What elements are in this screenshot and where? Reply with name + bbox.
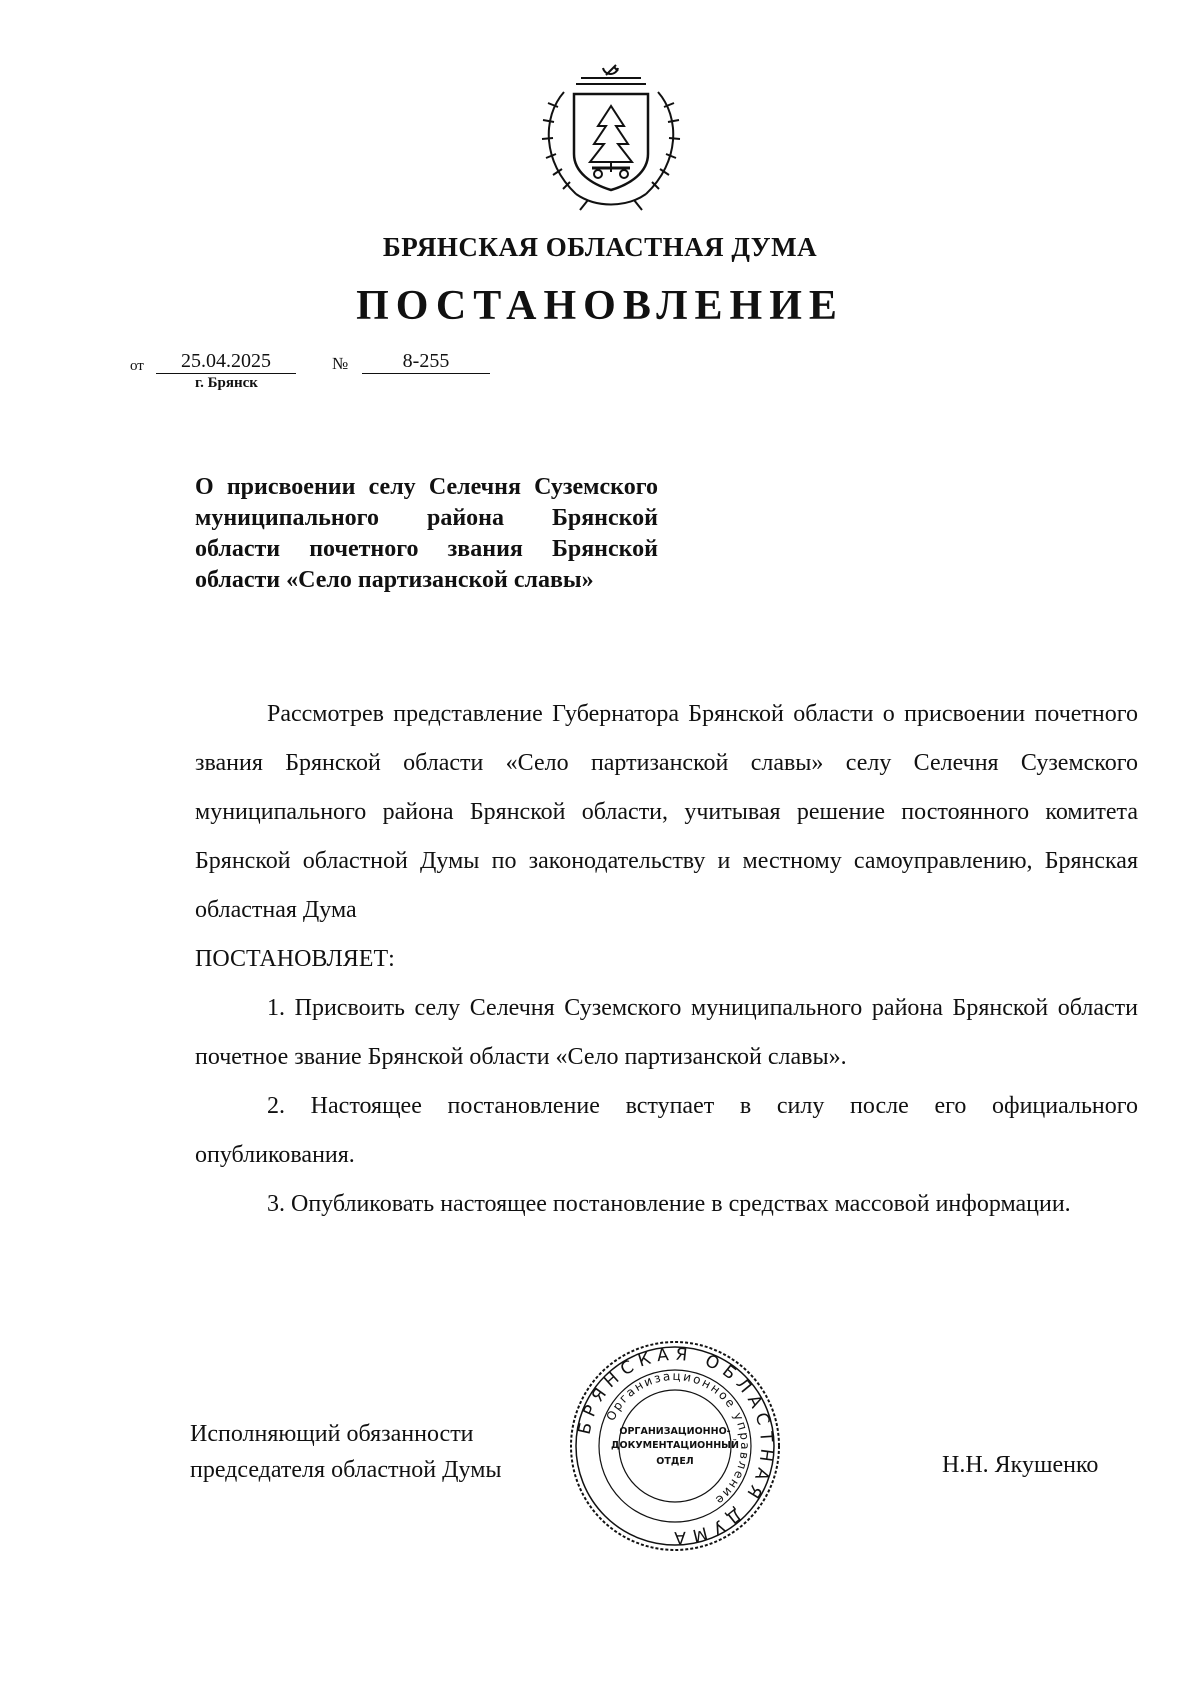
signature-position-line-2: председателя областной Думы	[190, 1457, 502, 1483]
official-seal-stamp	[567, 1338, 783, 1554]
seal-center-line-1: ОРГАНИЗАЦИОННО-	[619, 1426, 731, 1437]
document-body	[195, 690, 1138, 1229]
seal-middle-text: Организационное управление	[603, 1368, 753, 1509]
document-number: 8-255	[362, 350, 490, 374]
date-prefix: от	[130, 358, 144, 374]
document-subject: О присвоении селу Селечня Суземского муниципального района Брянской области почетного звания Брянской области «Село партизанской славы»	[195, 474, 658, 593]
signature-position	[190, 1416, 502, 1488]
coat-of-arms-icon	[536, 62, 686, 212]
document-city: г. Брянск	[195, 375, 258, 391]
signature-position-line-1: Исполняющий обязанности	[190, 1421, 474, 1447]
seal-center-line-3: ОТДЕЛ	[656, 1456, 694, 1467]
signer-name: Н.Н. Якушенко	[942, 1452, 1099, 1478]
resolution-item-2: 2. Настоящее постановление вступает в силу после его официального опубликования.	[195, 1093, 1138, 1168]
document-type-title: ПОСТАНОВЛЕНИЕ	[356, 283, 844, 329]
preamble-paragraph: Рассмотрев представление Губернатора Брянской области о присвоении почетного звания Брянской области «Село партизанской славы» селу Селечня Суземского муниципального района Брянской области, учитывая решение постоянного комитета Брянской областной Думы по законодательству и местному самоуправлению, Брянская областная Дума	[195, 701, 1138, 923]
resolves-heading: ПОСТАНОВЛЯЕТ:	[195, 946, 395, 972]
seal-outer-text: БРЯНСКАЯ ОБЛАСТНАЯ ДУМА	[574, 1344, 777, 1548]
resolution-item-1: 1. Присвоить селу Селечня Суземского муниципального района Брянской области почетное звание Брянской области «Село партизанской славы».	[195, 995, 1138, 1070]
organization-name: БРЯНСКАЯ ОБЛАСТНАЯ ДУМА	[382, 232, 818, 262]
number-prefix: №	[332, 354, 349, 373]
document-date: 25.04.2025	[156, 350, 296, 374]
seal-center-line-2: ДОКУМЕНТАЦИОННЫЙ	[611, 1440, 739, 1451]
resolution-item-3: 3. Опубликовать настоящее постановление в средствах массовой информации.	[267, 1191, 1071, 1217]
